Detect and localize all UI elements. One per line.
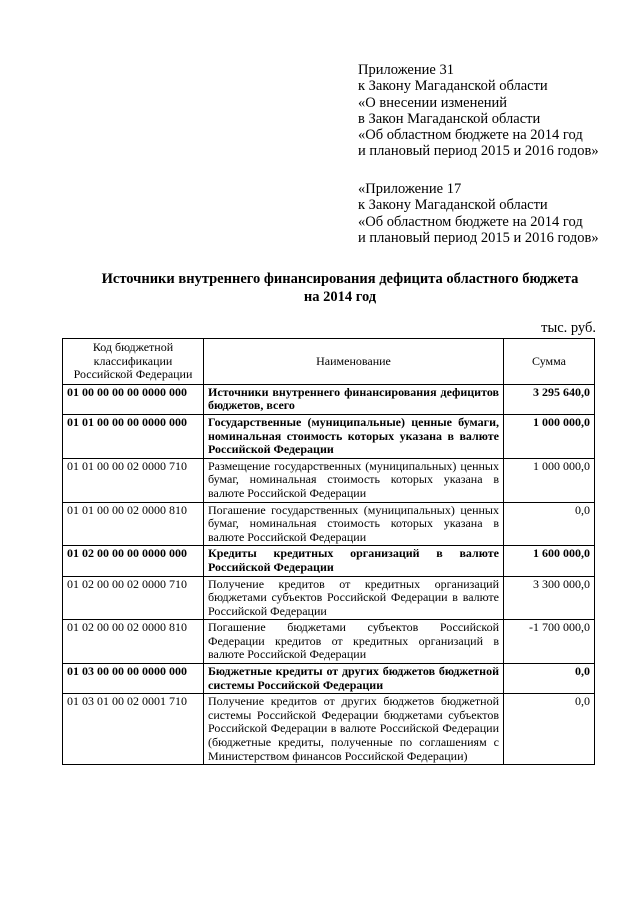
name-cell: Размещение государственных (муниципальных) ценных бумаг, номинальная стоимость которых указана в валюте Российской Федерации [204, 458, 504, 502]
appendix-line: «Приложение 17 [358, 181, 462, 197]
code-cell: 01 02 00 00 02 0000 710 [63, 576, 204, 620]
table-row [63, 414, 595, 458]
sum-cell: 1 000 000,0 [504, 414, 595, 458]
appendix-31-block [358, 62, 599, 160]
header-sum: Сумма [504, 339, 595, 385]
appendix-line: и плановый период 2015 и 2016 годов» [358, 143, 599, 160]
table-row [63, 620, 595, 664]
sum-cell: 1 600 000,0 [504, 546, 595, 576]
financing-sources-table [62, 338, 595, 765]
table-row [63, 458, 595, 502]
appendix-line: «Об областном бюджете на 2014 год [358, 213, 583, 230]
name-cell: Погашение бюджетами субъектов Российской Федерации кредитов от кредитных организаций в валюте Российской Федерации [204, 620, 504, 664]
code-cell: 01 01 00 00 00 0000 000 [63, 414, 204, 458]
title-line-1: Источники внутреннего финансирования дефицита областного бюджета [101, 271, 579, 287]
name-cell: Государственные (муниципальные) ценные бумаги, номинальная стоимость которых указана в валюте Российской Федерации [204, 414, 504, 458]
appendix-line: «О внесении изменений [358, 94, 508, 111]
code-cell: 01 01 00 00 02 0000 710 [63, 458, 204, 502]
appendix-line: и плановый период 2015 и 2016 годов» [358, 229, 599, 246]
units-label: тыс. руб. [541, 320, 596, 336]
document-title [60, 270, 620, 306]
table-row [63, 546, 595, 576]
appendix-line: к Закону Магаданской области [358, 197, 548, 214]
code-cell: 01 02 00 00 02 0000 810 [63, 620, 204, 664]
table-row [63, 502, 595, 546]
code-cell: 01 03 01 00 02 0001 710 [63, 694, 204, 765]
appendix-line: «Об областном бюджете на 2014 год [358, 127, 583, 144]
sum-cell: 1 000 000,0 [504, 458, 595, 502]
name-cell: Бюджетные кредиты от других бюджетов бюджетной системы Российской Федерации [204, 664, 504, 694]
table-row [63, 576, 595, 620]
code-cell: 01 01 00 00 02 0000 810 [63, 502, 204, 546]
appendix-line: к Закону Магаданской области [358, 78, 548, 95]
appendix-line: в Закон Магаданской области [358, 110, 541, 127]
header-code: Код бюджетной классификации Российской Федерации [63, 339, 204, 385]
title-line-2: на 2014 год [303, 289, 377, 305]
sum-cell: 3 300 000,0 [504, 576, 595, 620]
name-cell: Погашение государственных (муниципальных) ценных бумаг, номинальная стоимость которых указана в валюте Российской Федерации [204, 502, 504, 546]
sum-cell: 0,0 [504, 694, 595, 765]
code-cell: 01 02 00 00 00 0000 000 [63, 546, 204, 576]
sum-cell: 0,0 [504, 664, 595, 694]
appendix-line: Приложение 31 [358, 62, 454, 78]
header-name: Наименование [204, 339, 504, 385]
table-header-row [63, 339, 595, 385]
code-cell: 01 03 00 00 00 0000 000 [63, 664, 204, 694]
name-cell: Получение кредитов от других бюджетов бюджетной системы Российской Федерации бюджетами субъектов Российской Федерации в валюте Российской Федерации (бюджетные кредиты, полученные по соглашениям с Министерством финансов Российской Федерации) [204, 694, 504, 765]
name-cell: Кредиты кредитных организаций в валюте Российской Федерации [204, 546, 504, 576]
sum-cell: -1 700 000,0 [504, 620, 595, 664]
name-cell: Источники внутреннего финансирования дефицитов бюджетов, всего [204, 384, 504, 414]
sum-cell: 0,0 [504, 502, 595, 546]
appendix-17-block [358, 181, 599, 246]
code-cell: 01 00 00 00 00 0000 000 [63, 384, 204, 414]
table-row [63, 384, 595, 414]
table-row [63, 694, 595, 765]
sum-cell: 3 295 640,0 [504, 384, 595, 414]
name-cell: Получение кредитов от кредитных организаций бюджетами субъектов Российской Федерации в валюте Российской Федерации [204, 576, 504, 620]
table-row [63, 664, 595, 694]
